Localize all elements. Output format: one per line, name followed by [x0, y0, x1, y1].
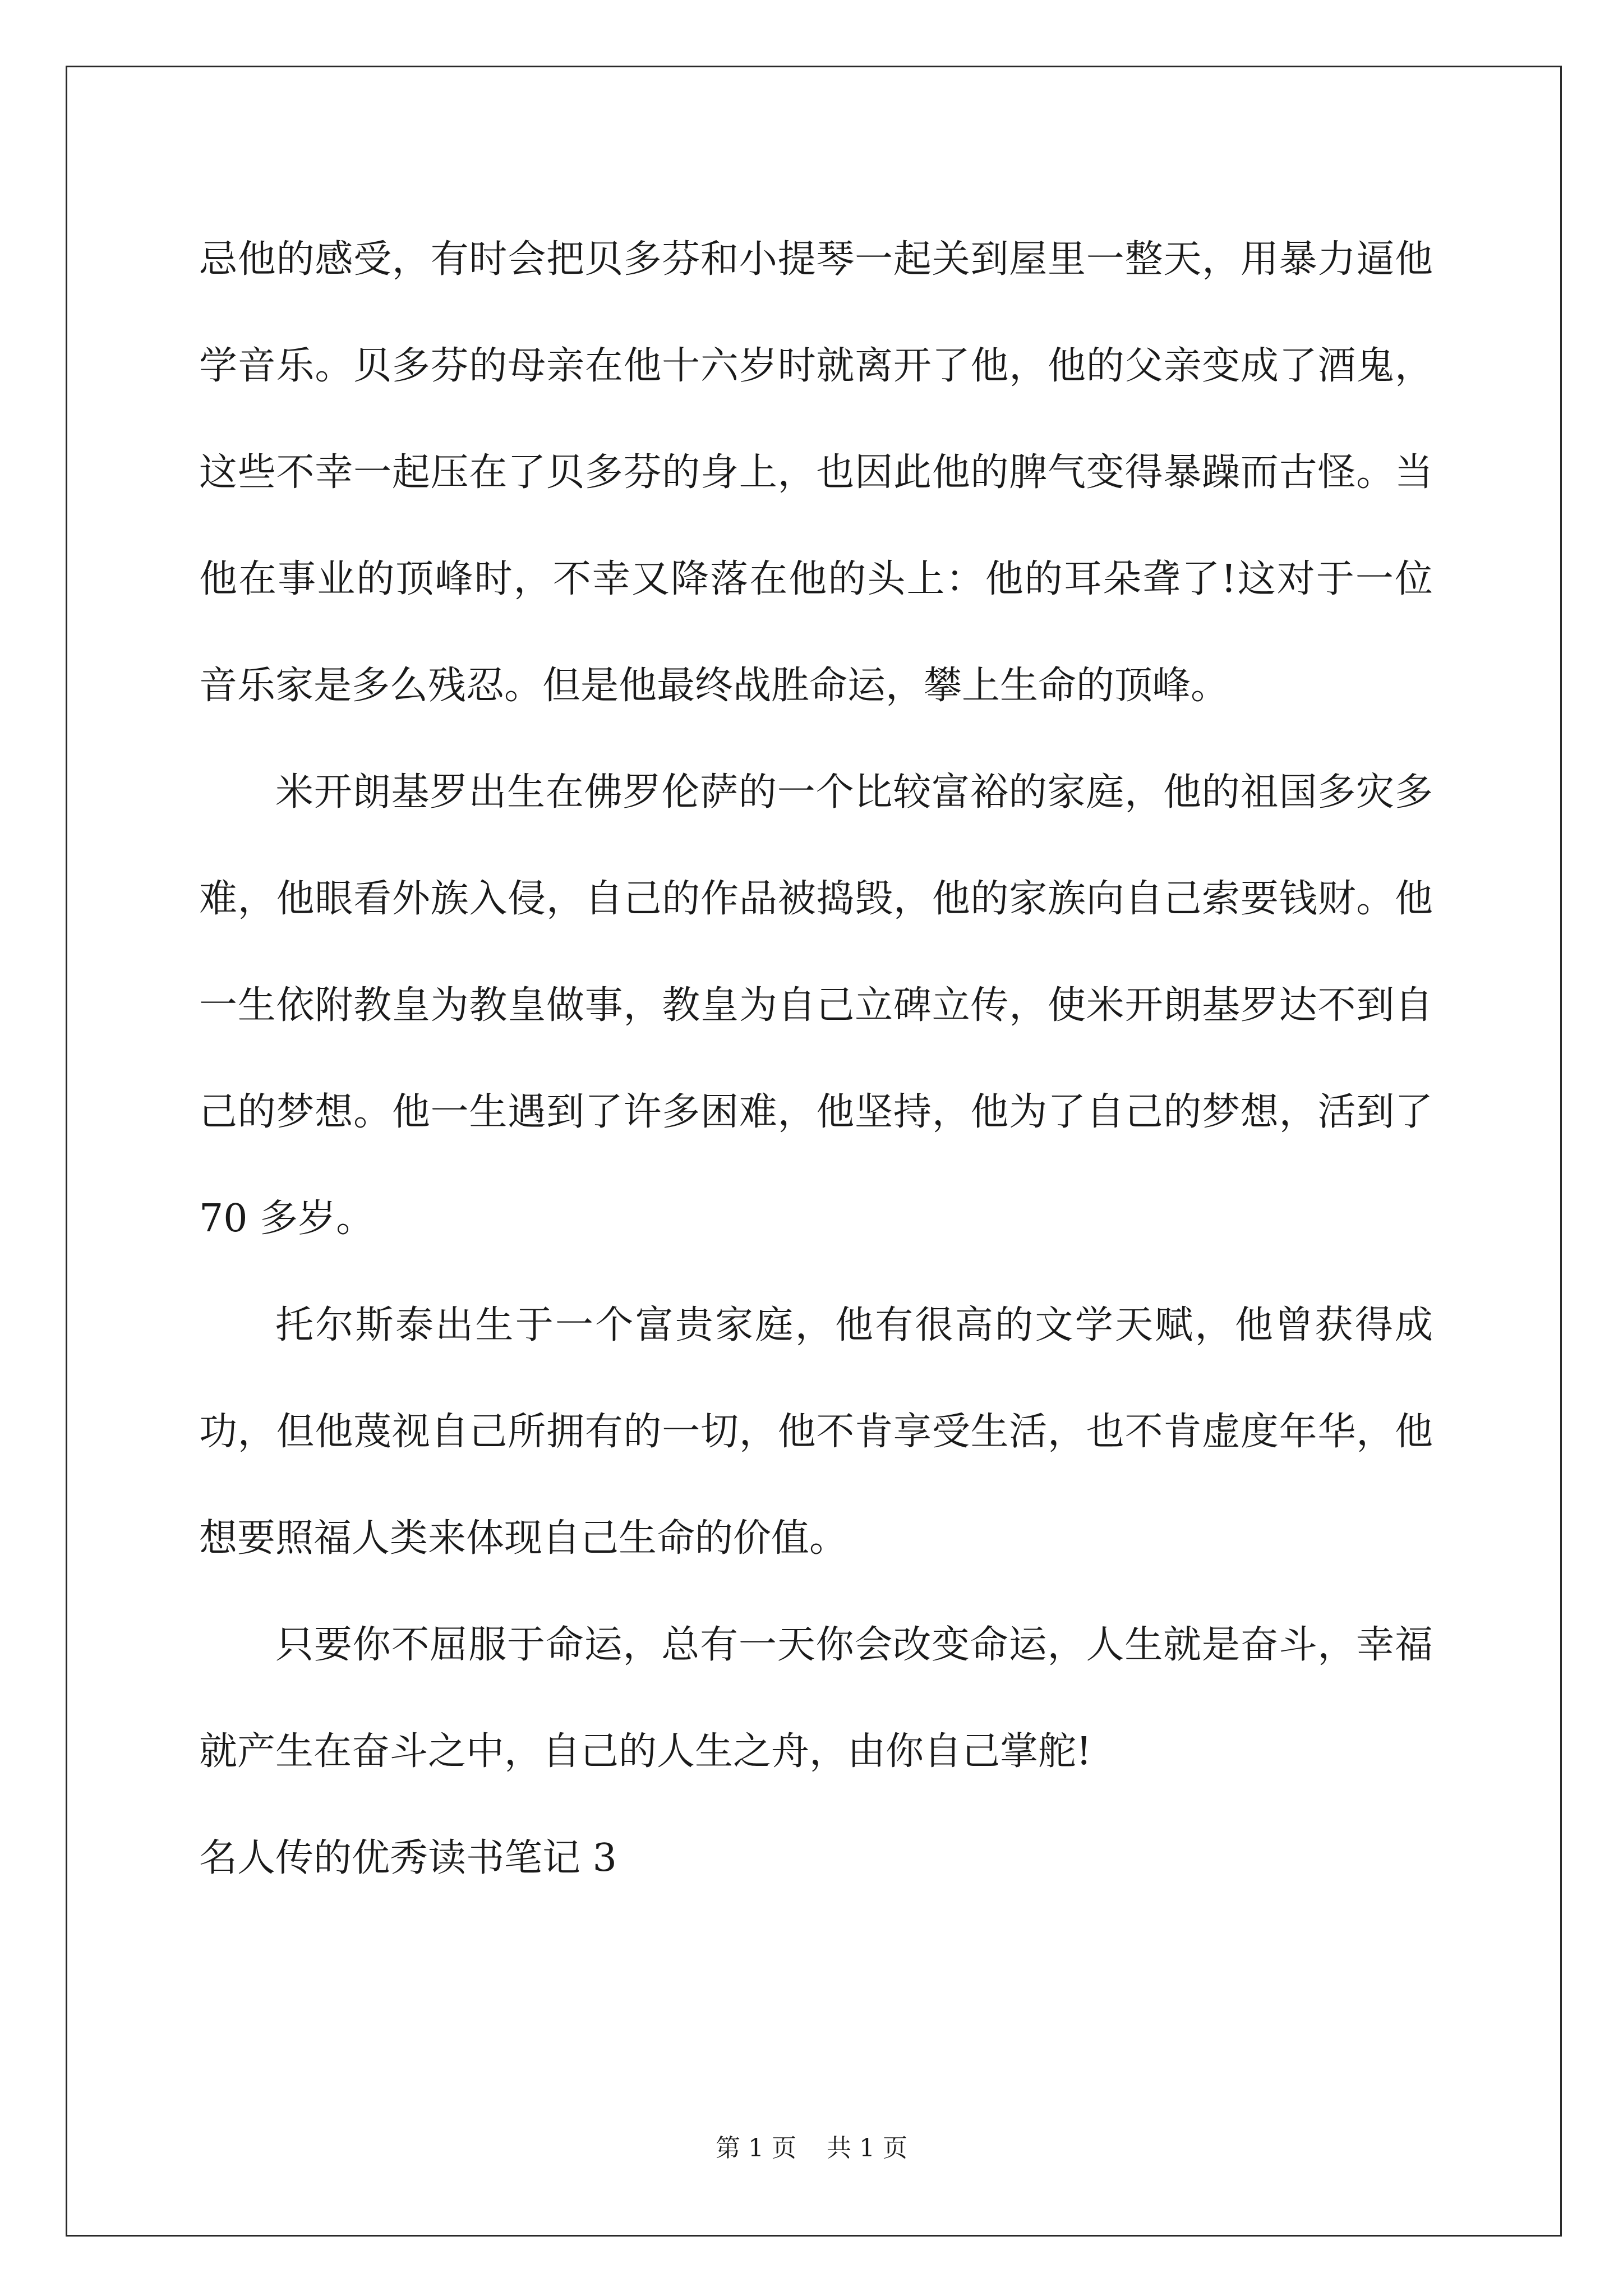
page-total: 共 1 页	[827, 2134, 907, 2162]
document-body	[199, 206, 1433, 1912]
paragraph-conclusion: 只要你不屈服于命运，总有一天你会改变命运，人生就是奋斗，幸福就产生在奋斗之中，自己的人生之舟，由你自己掌舵!	[199, 1623, 1433, 1774]
paragraph-michelangelo: 米开朗基罗出生在佛罗伦萨的一个比较富裕的家庭，他的祖国多灾多难，他眼看外族入侵，自己的作品被捣毁，他的家族向自己索要钱财。他一生依附教皇为教皇做事，教皇为自己立碑立传，使米开朗基罗达不到自己的梦想。他一生遇到了许多困难，他坚持，他为了自己的梦想，活到了 70 多岁。	[199, 770, 1433, 1241]
paragraph-beethoven: 忌他的感受，有时会把贝多芬和小提琴一起关到屋里一整天，用暴力逼他学音乐。贝多芬的母亲在他十六岁时就离开了他，他的父亲变成了酒鬼，这些不幸一起压在了贝多芬的身上，也因此他的脾气变得暴躁而古怪。当他在事业的顶峰时，不幸又降落在他的头上：他的耳朵聋了!这对于一位音乐家是多么残忍。但是他最终战胜命运，攀上生命的顶峰。	[199, 237, 1433, 708]
page-footer	[0, 2132, 1623, 2165]
paragraph-tolstoy: 托尔斯泰出生于一个富贵家庭，他有很高的文学天赋，他曾获得成功，但他蔑视自己所拥有的一切，他不肯享受生活，也不肯虚度年华，他想要照福人类来体现自己生命的价值。	[199, 1303, 1433, 1561]
page-number: 第 1 页	[716, 2134, 796, 2162]
section-heading: 名人传的优秀读书笔记 3	[199, 1836, 617, 1880]
